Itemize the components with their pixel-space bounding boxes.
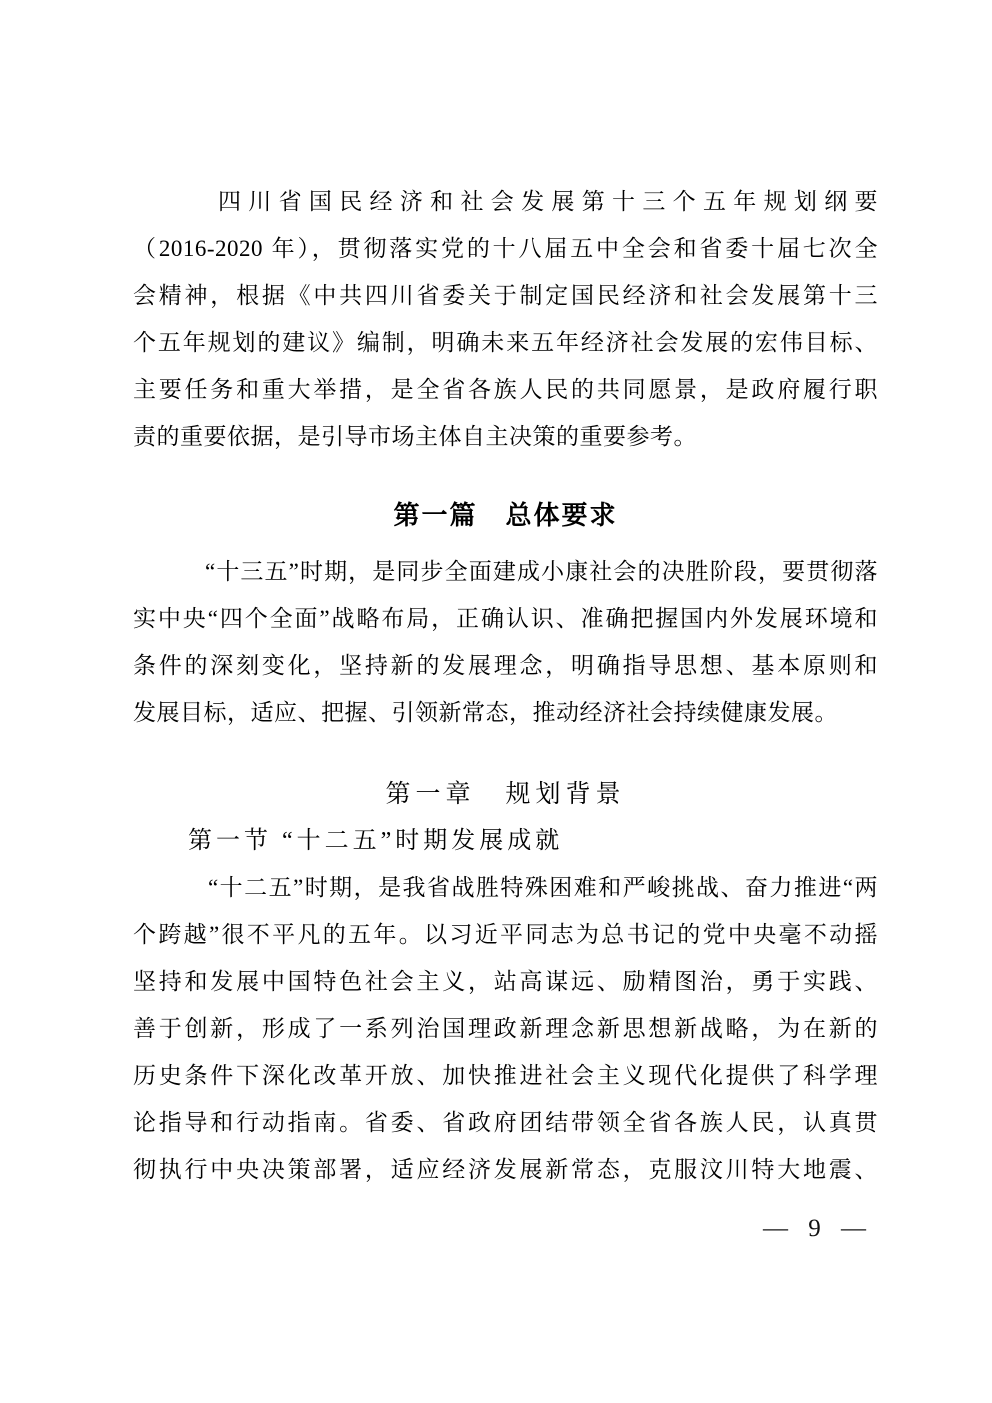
paragraph-line: 实中央“四个全面”战略布局，正确认识、准确把握国内外发展环境和: [133, 606, 878, 631]
page-number: — 9 —: [763, 1215, 868, 1242]
document-body: [133, 178, 878, 1193]
paragraph-line: 彻执行中央决策部署，适应经济发展新常态，克服汶川特大地震、: [133, 1157, 878, 1182]
paragraph-line: “十三五”时期，是同步全面建成小康社会的决胜阶段，要贯彻落: [205, 559, 878, 584]
paragraph-line: 个五年规划的建议》编制，明确未来五年经济社会发展的宏伟目标、: [133, 330, 878, 355]
part-heading: 第一篇 总体要求: [393, 500, 618, 530]
paragraph-line: 坚持和发展中国特色社会主义，站高谋远、励精图治，勇于实践、: [133, 969, 878, 994]
paragraph-line: 责的重要依据，是引导市场主体自主决策的重要参考。: [133, 424, 697, 449]
paragraph-line: “十二五”时期，是我省战胜特殊困难和严峻挑战、奋力推进“两: [208, 875, 878, 900]
paragraph-line: 论指导和行动指南。省委、省政府团结带领全省各族人民，认真贯: [133, 1110, 878, 1135]
paragraph-line: 主要任务和重大举措，是全省各族人民的共同愿景，是政府履行职: [133, 377, 878, 402]
paragraph-line: 会精神，根据《中共四川省委关于制定国民经济和社会发展第十三: [133, 283, 878, 308]
paragraph-line: 四川省国民经济和社会发展第十三个五年规划纲要: [218, 189, 878, 214]
paragraph-line: 历史条件下深化改革开放、加快推进社会主义现代化提供了科学理: [133, 1063, 878, 1088]
section-body-paragraph: [133, 864, 878, 1193]
paragraph-line: 条件的深刻变化，坚持新的发展理念，明确指导思想、基本原则和: [133, 653, 878, 678]
section-heading: 第一节 “十二五”时期发展成就: [188, 828, 564, 854]
opening-paragraph: [133, 178, 878, 460]
paragraph-line: 个跨越”很不平凡的五年。以习近平同志为总书记的党中央毫不动摇: [133, 922, 878, 947]
paragraph-line: 发展目标，适应、把握、引领新常态，推动经济社会持续健康发展。: [133, 700, 838, 725]
chapter-heading: 第一章 规划背景: [385, 781, 626, 808]
paragraph-line: 善于创新，形成了一系列治国理政新理念新思想新战略，为在新的: [133, 1016, 878, 1041]
paragraph-line: （2016-2020 年），贯彻落实党的十八届五中全会和省委十届七次全: [133, 236, 878, 261]
part-intro-paragraph: [133, 548, 878, 736]
